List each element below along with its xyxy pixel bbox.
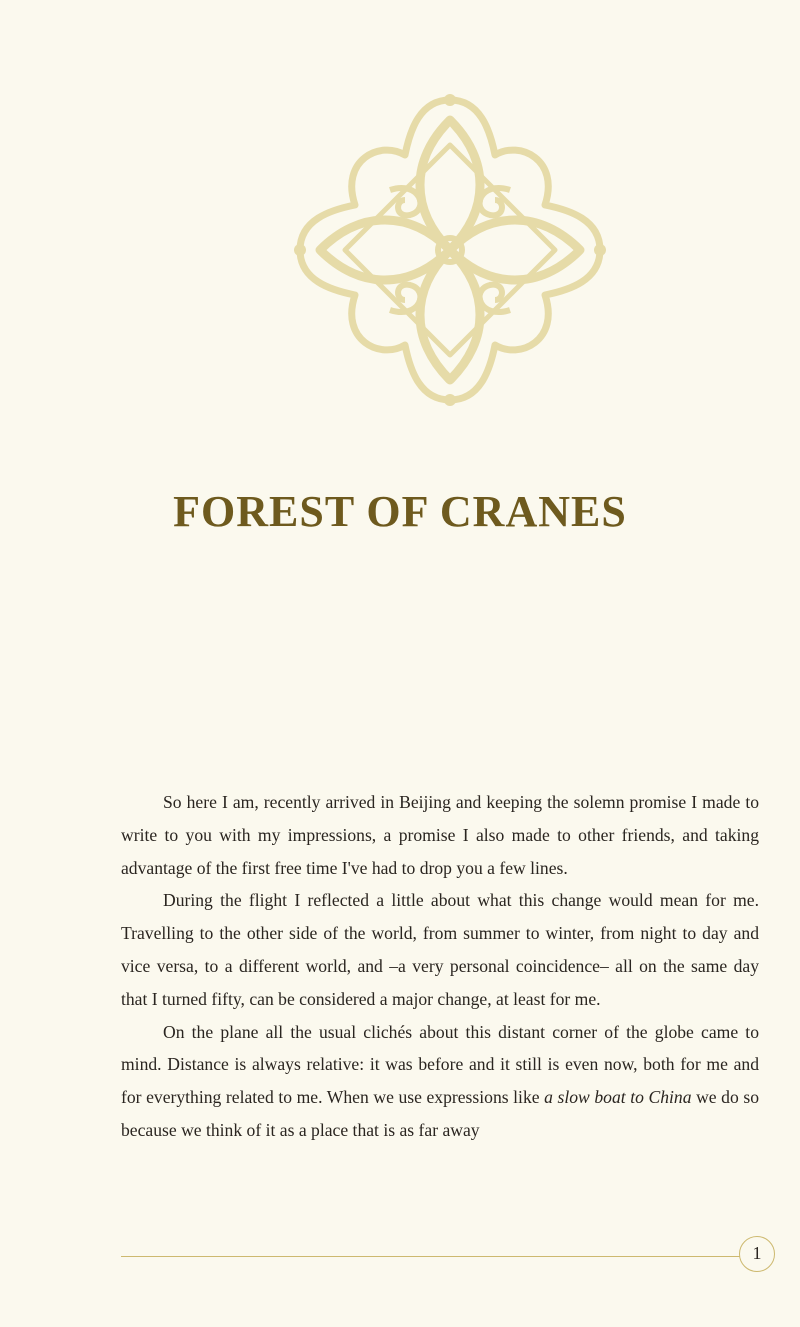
- paragraph: [121, 1016, 759, 1147]
- paragraph: During the flight I reflected a little about what this change would mean for me. Travelling to the other side of the world, from summer to winter, from night to day and vice versa, to a different world, and –a very personal coincidence– all on the same day that I turned fifty, can be considered a major change, at least for me.: [121, 890, 759, 1009]
- paragraph-text: On the plane all the usual clichés about this distant corner of the globe came to mind. Distance is always relative: it was before and it still is even now, both for me and for everything related to me. When we use expressions like: [121, 1021, 759, 1108]
- body-text: [121, 786, 759, 1147]
- paragraph: So here I am, recently arrived in Beijing and keeping the solemn promise I made to write to you with my impressions, a promise I also made to other friends, and taking advantage of the first free time I've had to drop you a few lines.: [121, 792, 759, 878]
- footer-rule: [121, 1256, 741, 1257]
- arabesque-ornament-icon: [290, 90, 610, 410]
- chapter-title: FOREST OF CRANES: [173, 487, 627, 536]
- italic-phrase: a slow boat to China: [544, 1087, 692, 1108]
- paragraph-text: we do so because we think of it as a place that is as far away: [121, 1087, 759, 1140]
- page-number: 1: [739, 1236, 775, 1272]
